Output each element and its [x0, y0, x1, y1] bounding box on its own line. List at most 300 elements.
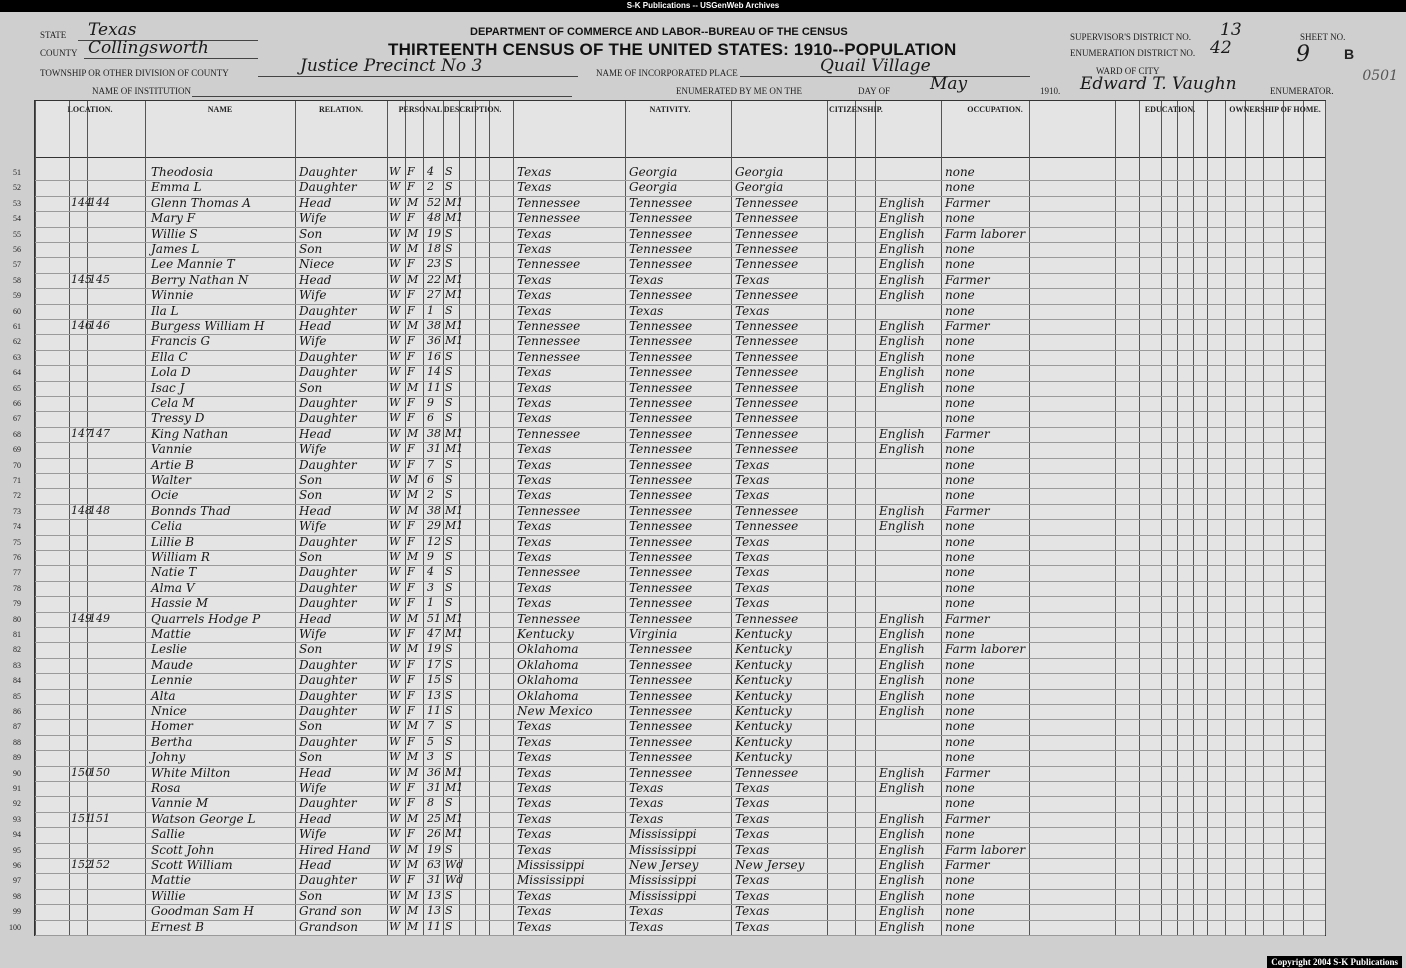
cell-name: James L [151, 242, 200, 256]
cell-col: W [389, 426, 401, 440]
line-number: 87 [13, 722, 21, 732]
cell-name: Quarrels Hodge P [151, 611, 261, 626]
table-row [13, 473, 1325, 488]
cell-col: W [389, 165, 401, 178]
cell-age: 7 [427, 719, 434, 733]
cell-sex: M [407, 858, 419, 871]
cell-rel: Daughter [299, 596, 357, 611]
cell-name: Glenn Thomas A [151, 195, 251, 210]
line-number: 95 [13, 845, 21, 855]
cell-col: W [389, 750, 401, 764]
cell-lang: English [879, 226, 925, 241]
cell-ms: S [445, 596, 453, 610]
cell-sex: M [407, 550, 419, 563]
table-row [13, 673, 1325, 688]
cell-mother: Tennessee [735, 611, 799, 626]
cell-name: Natie T [151, 565, 197, 580]
cell-occ: Farmer [945, 426, 990, 441]
table-row [13, 396, 1325, 411]
cell-rel: Daughter [299, 796, 357, 811]
cell-sex: F [407, 704, 415, 717]
table-row [13, 796, 1325, 811]
cell-col: W [389, 396, 401, 409]
cell-ms: S [445, 349, 453, 363]
institution-label: NAME OF INSTITUTION [92, 86, 191, 96]
table-row [13, 734, 1325, 750]
cell-occ: none [945, 704, 975, 718]
table-row [13, 765, 1325, 781]
cell-occ: Farmer [945, 765, 990, 780]
cell-rel: Wife [299, 288, 327, 303]
cell-name: Nnice [151, 704, 187, 718]
source-banner: S-K Publications -- USGenWeb Archives [0, 0, 1406, 12]
line-number: 80 [13, 614, 21, 624]
cell-name: White Milton [151, 765, 231, 780]
cell-mother: Texas [735, 888, 770, 903]
cell-father: Tennessee [629, 457, 693, 472]
cell-name: Mattie [151, 627, 192, 641]
cell-birth: Texas [517, 380, 552, 395]
cell-age: 31 [427, 873, 441, 887]
cell-col: W [389, 734, 401, 748]
cell-col: W [389, 534, 401, 548]
cell-occ: none [945, 627, 975, 641]
column-header: RELATION. [318, 105, 364, 114]
cell-name: Leslie [151, 642, 188, 657]
cell-sex: M [407, 242, 419, 255]
cell-mother: Texas [735, 904, 770, 919]
cell-lang: English [879, 657, 925, 672]
cell-col: W [389, 457, 401, 471]
cell-birth: Texas [517, 904, 552, 919]
cell-sex: M [407, 765, 419, 779]
cell-sex: F [407, 657, 415, 671]
cell-father: Texas [629, 781, 664, 795]
township-label: TOWNSHIP OR OTHER DIVISION OF COUNTY [40, 68, 229, 78]
cell-mother: Texas [735, 796, 770, 811]
cell-age: 52 [427, 195, 441, 209]
cell-lang: English [879, 888, 925, 903]
table-row [13, 719, 1325, 734]
cell-ms: M1 [445, 503, 464, 517]
cell-father: Tennessee [629, 642, 693, 657]
cell-father: Tennessee [629, 473, 693, 487]
cell-sex: F [407, 796, 415, 810]
cell-col: W [389, 765, 401, 779]
cell-birth: Oklahoma [517, 673, 579, 688]
cell-col: W [389, 565, 401, 579]
cell-birth: Texas [517, 580, 552, 595]
cell-birth: Texas [517, 226, 552, 241]
cell-mother: Tennessee [735, 765, 799, 780]
cell-ms: M1 [445, 781, 464, 794]
cell-col: W [389, 319, 401, 332]
table-row [13, 842, 1325, 858]
cell-age: 13 [427, 904, 441, 918]
cell-ms: S [445, 704, 453, 717]
cell-name: Winnie [151, 288, 194, 303]
cell-ms: S [445, 380, 453, 394]
cell-father: Mississippi [629, 873, 697, 888]
cell-ms: M1 [445, 611, 464, 625]
cell-birth: Texas [517, 411, 552, 426]
line-number: 66 [13, 399, 21, 408]
cell-lang: English [879, 426, 925, 441]
cell-rel: Wife [299, 781, 327, 795]
line-number: 57 [13, 260, 21, 270]
month-value: May [930, 74, 968, 94]
cell-father: Texas [629, 919, 664, 934]
cell-occ: none [945, 334, 975, 349]
line-number: 51 [13, 168, 21, 177]
line-number: 98 [13, 891, 21, 901]
cell-rel: Wife [299, 827, 327, 842]
cell-ms: Wd [445, 873, 464, 887]
cell-birth: Texas [517, 827, 552, 842]
cell-age: 11 [427, 919, 441, 933]
cell-ms: S [445, 242, 453, 255]
cell-rel: Daughter [299, 180, 357, 195]
cell-mother: Kentucky [735, 642, 792, 657]
cell-ms: S [445, 180, 453, 194]
cell-sex: M [407, 642, 419, 656]
cell-occ: none [945, 411, 975, 426]
cell-rel: Daughter [299, 704, 357, 718]
county-label: COUNTY [40, 48, 78, 58]
cell-lang: English [879, 858, 925, 872]
cell-age: 29 [427, 519, 441, 533]
cell-occ: none [945, 211, 975, 226]
cell-ms: S [445, 165, 453, 178]
ed-label: ENUMERATION DISTRICT NO. [1070, 48, 1196, 58]
cell-age: 6 [427, 411, 434, 425]
cell-name: Celia [151, 519, 183, 534]
cell-sex: F [407, 534, 415, 548]
cell-sex: F [407, 211, 415, 225]
table-row [13, 580, 1325, 596]
line-number: 78 [13, 583, 21, 593]
cell-name: Lillie B [151, 534, 195, 549]
line-number: 84 [13, 676, 21, 686]
cell-rel: Daughter [299, 580, 357, 595]
table-row [13, 334, 1325, 349]
cell-age: 2 [427, 180, 434, 194]
cell-age: 3 [427, 750, 434, 764]
table-row [13, 426, 1325, 442]
cell-father: Tennessee [629, 349, 693, 364]
cell-col: W [389, 657, 401, 671]
cell-father: Tennessee [629, 426, 693, 441]
cell-father: Tennessee [629, 211, 693, 226]
cell-age: 16 [427, 349, 441, 363]
cell-dw: 146 [71, 319, 92, 332]
cell-rel: Head [299, 272, 332, 287]
cell-rel: Wife [299, 627, 327, 641]
cell-sex: M [407, 195, 419, 209]
cell-rel: Son [299, 242, 323, 256]
table-row [13, 503, 1325, 519]
cell-rel: Head [299, 811, 332, 826]
cell-mother: Tennessee [735, 519, 799, 534]
cell-age: 19 [427, 842, 441, 856]
table-row [13, 781, 1325, 796]
cell-occ: none [945, 165, 975, 179]
cell-father: Mississippi [629, 842, 697, 857]
cell-lang: English [879, 611, 925, 626]
table-row [13, 827, 1325, 842]
cell-occ: none [945, 904, 975, 919]
cell-fam: 152 [89, 858, 110, 871]
line-number: 67 [13, 414, 21, 424]
cell-occ: Farmer [945, 195, 990, 210]
cell-father: Tennessee [629, 380, 693, 395]
cell-lang: English [879, 673, 925, 688]
table-row [13, 488, 1325, 503]
cell-mother: Tennessee [735, 442, 799, 457]
cell-ms: S [445, 457, 453, 471]
cell-col: W [389, 688, 401, 702]
line-number: 68 [13, 429, 21, 439]
cell-ms: S [445, 411, 453, 425]
line-number: 53 [13, 198, 21, 208]
cell-birth: Mississippi [517, 858, 585, 872]
cell-father: Tennessee [629, 226, 693, 241]
cell-name: Cela M [151, 396, 195, 410]
cell-ms: S [445, 396, 453, 409]
cell-dw: 147 [71, 426, 92, 440]
table-row [13, 165, 1325, 180]
line-number: 86 [13, 707, 21, 716]
cell-age: 14 [427, 365, 441, 379]
table-row [13, 288, 1325, 303]
enumerator-value: Edward T. Vaughn [1080, 74, 1237, 94]
cell-ms: S [445, 550, 453, 563]
cell-age: 25 [427, 811, 441, 825]
table-row [13, 457, 1325, 473]
cell-mother: Georgia [735, 180, 784, 195]
line-number: 96 [13, 861, 21, 870]
cell-col: W [389, 488, 401, 502]
column-header: OWNERSHIP OF HOME. [1229, 105, 1321, 114]
cell-col: W [389, 272, 401, 286]
line-number: 52 [13, 183, 21, 193]
cell-mother: Tennessee [735, 365, 799, 380]
cell-lang: English [879, 704, 925, 718]
cell-ms: M1 [445, 334, 464, 348]
supervisor-value: 13 [1220, 20, 1242, 40]
cell-rel: Daughter [299, 565, 357, 580]
cell-occ: none [945, 180, 975, 195]
cell-age: 36 [427, 334, 441, 348]
line-number: 63 [13, 352, 21, 362]
cell-sex: M [407, 888, 419, 902]
cell-col: W [389, 904, 401, 918]
cell-age: 19 [427, 226, 441, 240]
table-row [13, 211, 1325, 226]
line-number: 82 [13, 645, 21, 655]
cell-ms: M1 [445, 827, 464, 841]
cell-lang: English [879, 688, 925, 703]
cell-col: W [389, 642, 401, 656]
cell-col: W [389, 365, 401, 379]
cell-occ: Farmer [945, 611, 990, 626]
cell-ms: S [445, 365, 453, 379]
table-row [13, 380, 1325, 396]
cell-mother: Tennessee [735, 319, 799, 333]
cell-lang: English [879, 257, 925, 272]
cell-ms: S [445, 904, 453, 918]
cell-mother: Tennessee [735, 226, 799, 241]
cell-father: Tennessee [629, 565, 693, 580]
cell-birth: Texas [517, 550, 552, 564]
sheet-value: 9 [1296, 42, 1310, 67]
cell-birth: Kentucky [517, 627, 574, 641]
cell-name: Lee Mannie T [151, 257, 235, 272]
supervisor-label: SUPERVISOR'S DISTRICT NO. [1070, 32, 1192, 42]
cell-age: 15 [427, 673, 441, 687]
cell-sex: M [407, 488, 419, 502]
cell-mother: New Jersey [735, 858, 805, 872]
county-value: Collingsworth [88, 38, 209, 58]
cell-birth: Tennessee [517, 426, 581, 441]
cell-sex: M [407, 380, 419, 394]
cell-ms: S [445, 473, 453, 486]
cell-fam: 144 [89, 195, 110, 209]
sheet-side: B [1344, 46, 1355, 62]
cell-birth: Texas [517, 811, 552, 826]
cell-col: W [389, 226, 401, 240]
cell-mother: Tennessee [735, 195, 799, 210]
cell-occ: none [945, 380, 975, 395]
cell-col: W [389, 303, 401, 317]
cell-age: 22 [427, 272, 441, 286]
cell-age: 8 [427, 796, 434, 810]
line-number: 54 [13, 214, 21, 224]
cell-rel: Hired Hand [299, 842, 371, 857]
cell-name: Lennie [151, 673, 193, 688]
cell-mother: Tennessee [735, 288, 799, 303]
line-number: 79 [13, 599, 21, 609]
cell-fam: 150 [89, 765, 110, 779]
cell-ms: S [445, 734, 453, 748]
cell-rel: Head [299, 503, 332, 518]
state-label: STATE [40, 30, 67, 40]
cell-father: Texas [629, 272, 664, 287]
cell-ms: Wd [445, 858, 464, 871]
cell-name: Hassie M [151, 596, 208, 611]
cell-name: Alta [151, 688, 176, 703]
cell-fam: 145 [89, 272, 110, 286]
cell-occ: Farmer [945, 503, 990, 518]
cell-occ: none [945, 257, 975, 272]
cell-rel: Daughter [299, 673, 357, 688]
cell-birth: Tennessee [517, 334, 581, 349]
table-row [13, 811, 1325, 827]
cell-age: 31 [427, 442, 441, 456]
cell-birth: Texas [517, 457, 552, 472]
cell-name: Watson George L [151, 811, 256, 826]
line-number: 65 [13, 383, 21, 393]
line-number: 61 [13, 322, 21, 331]
cell-birth: Oklahoma [517, 642, 579, 657]
cell-sex: M [407, 272, 419, 286]
cell-sex: M [407, 919, 419, 933]
line-number: 94 [13, 830, 21, 840]
cell-mother: Texas [735, 272, 770, 287]
cell-dw: 152 [71, 858, 92, 871]
cell-father: New Jersey [629, 858, 699, 872]
cell-mother: Texas [735, 919, 770, 934]
cell-occ: none [945, 442, 975, 457]
cell-fam: 148 [89, 503, 110, 517]
cell-birth: Texas [517, 180, 552, 195]
cell-ms: M1 [445, 211, 464, 225]
cell-father: Tennessee [629, 242, 693, 256]
table-row [13, 442, 1325, 457]
cell-age: 38 [427, 426, 441, 440]
cell-name: Homer [151, 719, 193, 734]
cell-ms: S [445, 534, 453, 548]
cell-ms: S [445, 842, 453, 856]
cell-name: Willie S [151, 226, 198, 241]
line-number: 92 [13, 799, 21, 809]
cell-sex: F [407, 303, 415, 317]
line-number: 81 [13, 630, 21, 639]
cell-age: 26 [427, 827, 441, 841]
cell-name: Mattie [151, 873, 192, 888]
cell-age: 48 [427, 211, 441, 225]
cell-name: Scott John [151, 842, 215, 857]
cell-birth: Texas [517, 719, 552, 734]
cell-lang: English [879, 873, 925, 888]
stamp-number: 0501 [1362, 68, 1398, 84]
cell-occ: Farmer [945, 858, 990, 872]
cell-sex: M [407, 719, 419, 733]
cell-rel: Son [299, 550, 323, 564]
cell-col: W [389, 442, 401, 456]
cell-birth: Oklahoma [517, 688, 579, 703]
cell-lang: English [879, 319, 925, 333]
cell-father: Tennessee [629, 596, 693, 611]
cell-rel: Niece [299, 257, 335, 272]
cell-lang: English [879, 919, 925, 934]
enumerator-label: ENUMERATOR. [1270, 86, 1334, 96]
cell-col: W [389, 503, 401, 517]
cell-col: W [389, 919, 401, 933]
cell-sex: F [407, 396, 415, 409]
line-number: 59 [13, 291, 21, 301]
cell-ms: S [445, 226, 453, 240]
cell-mother: Tennessee [735, 211, 799, 226]
cell-rel: Daughter [299, 303, 357, 318]
line-number: 72 [13, 491, 21, 501]
cell-lang: English [879, 503, 925, 518]
cell-birth: Texas [517, 473, 552, 487]
cell-mother: Kentucky [735, 719, 792, 734]
cell-col: W [389, 473, 401, 486]
cell-occ: none [945, 242, 975, 256]
day-label: DAY OF [858, 86, 891, 96]
table-row [13, 642, 1325, 657]
cell-father: Tennessee [629, 334, 693, 349]
cell-lang: English [879, 781, 925, 795]
cell-father: Tennessee [629, 765, 693, 780]
cell-ms: S [445, 719, 453, 733]
cell-father: Tennessee [629, 704, 693, 718]
cell-sex: M [407, 473, 419, 486]
line-number: 60 [13, 306, 21, 316]
cell-rel: Grandson [299, 919, 358, 934]
